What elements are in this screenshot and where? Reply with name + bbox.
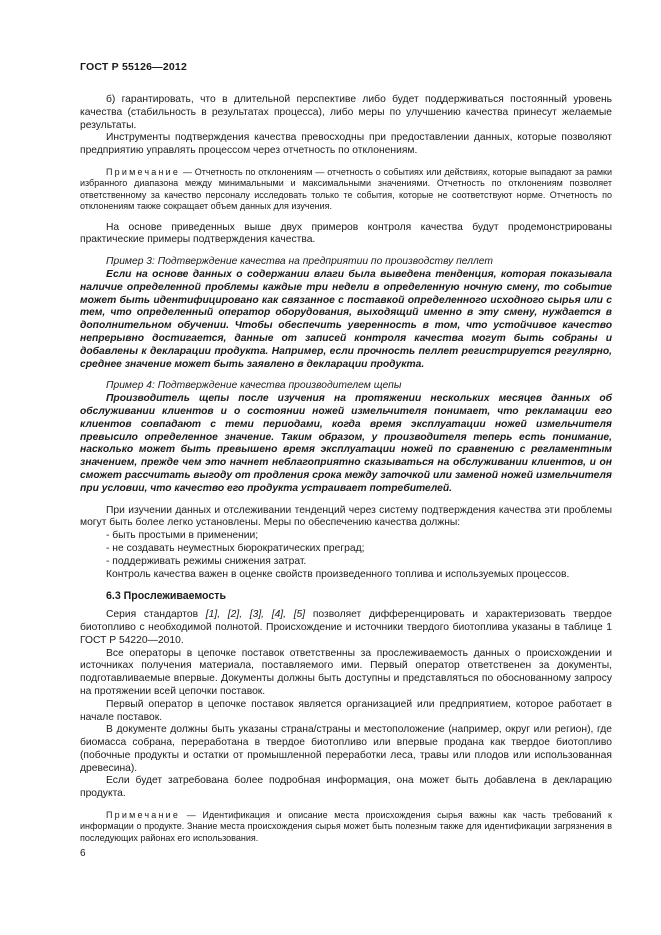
list-item: - поддерживать режимы снижения затрат.	[106, 555, 307, 567]
text-run: Серия стандартов	[106, 609, 206, 621]
paragraph-b: б) гарантировать, что в длительной перспективе либо будет поддерживаться постоянный уровень качества (стабильность в результатах процесса), либо меры по улучшению качества принесут желаемые результаты.	[80, 94, 612, 131]
list-item: - не создавать неуместных бюрократических преград;	[106, 542, 365, 554]
paragraph-operators: Все операторы в цепочке поставок ответственны за прослеживаемость данных о происхождении и источниках получения материала, поставляемого ими. Первый оператор ответственен за документы, подготавливаемые впервые. Документы должны быть доступны и представляться по обоснованному запросу на протяжении всей цепочки поставок.	[80, 647, 612, 697]
note-text: — Идентификация и описание места происхождения сырья важны как часть требований к информации о продукте. Знание места происхождения сырья может быть полезным также для идентификации загрязнения в последующих районах его использования.	[80, 810, 612, 843]
note-text: — Отчетность по отклонениям — отчетность о событиях или действиях, которые выпадают за рамки избранного диапазона между минимальными и максимальными значениями. Отчетность по отклонениям позволяет ответственному за качество персоналу исследовать только те события, которые не соответствуют норме. Отчетность по отклонениям также сокращает объем данных для изучения.	[80, 166, 612, 212]
example-3-text: Если на основе данных о содержании влаги была выведена тенденция, которая показывала наличие определенной проблемы каждые три недели в определенную ночную смену, то событие может быть идентифицировано как связанное с поставкой определенного исходного сырья или с тем, что определенный оператор оборудования, выходящий именно в эту смену, нуждается в дополнительном обучении. Чтобы обеспечить уверенность в том, что устойчивое качество непрерывно достигается, данные от записей контроля качества могут быть собраны и добавлены к декларации продукта. Например, если прочность пеллет регистрируется регулярно, среднее значение может быть заявлено в декларации продукта.	[80, 269, 612, 370]
note-origin	[80, 810, 612, 844]
text-run: позволяет дифференцировать и характеризовать твердое биотопливо с необходимой полнотой. Происхождение и источники твердого биотоплива указаны в таблице 1 ГОСТ Р 54220—2010.	[80, 609, 612, 646]
paragraph-examples-intro: На основе приведенных выше двух примеров контроля качества будут продемонстрированы практические примеры подтверждения качества.	[80, 221, 612, 246]
example-4-title: Пример 4: Подтверждение качества производителем щепы	[106, 380, 402, 392]
measures-list	[80, 530, 612, 568]
section-title: 6.3 Прослеживаемость	[106, 590, 226, 603]
paragraph-document-contents: В документе должны быть указаны страна/страны и местоположение (например, округ или регион), где биомасса собрана, переработана в твердое биотопливо или впервые продана как твердое биотопливо (побочные продукты и остатки от промышленной переработки леса, травы или плодов или использованная древесина).	[80, 724, 612, 774]
paragraph-measures: При изучении данных и отслеживании тенденций через систему подтверждения качества эти проблемы могут быть более легко установлены. Меры по обеспечению качества должны:	[80, 504, 612, 529]
example-4-text: Производитель щепы после изучения на протяжении нескольких месяцев данных об обслуживании клиентов и о состоянии ножей измельчителя понимает, что рекламации его клиентов совпадают с теми периодами, когда время эксплуатации ножей измельчителя превысило определенное значение. Таким образом, у производителя теперь есть понимание, насколько может быть превышено время эксплуатации ножей по сравнению с регламентным значением, прежде чем это начнет неблагоприятно сказываться на обслуживании клиентов, и он сможет рассчитать выгоду от продления срока между заточкой или заменой ножей измельчителя при условии, что качество его продукта устраивает потребителей.	[80, 393, 612, 494]
paragraph-first-operator: Первый оператор в цепочке поставок является организацией или предприятием, которое работает в начале поставок.	[80, 698, 612, 723]
list-item: - быть простыми в применении;	[106, 530, 259, 542]
page-number: 6	[80, 848, 86, 859]
note-label: Примечание	[106, 166, 181, 177]
note-deviation-reporting	[80, 167, 612, 213]
paragraph-declaration: Если будет затребована более подробная информация, она может быть добавлена в декларацию продукта.	[80, 775, 612, 800]
paragraph-quality-control: Контроль качества важен в оценке свойств произведенного топлива и используемых процессов.	[106, 568, 570, 580]
example-3-title: Пример 3: Подтверждение качества на предприятии по производству пеллет	[106, 256, 493, 268]
reference-list: [1], [2], [3], [4], [5]	[205, 609, 306, 621]
paragraph-standards-series	[80, 609, 612, 647]
paragraph-tools: Инструменты подтверждения качества превосходны при предоставлении данных, которые позволяют предприятию управлять процессом через отчетность по отклонениям.	[80, 132, 612, 157]
page-content	[80, 94, 612, 844]
document-header: ГОСТ Р 55126—2012	[80, 61, 188, 73]
note-label: Примечание	[106, 810, 181, 821]
